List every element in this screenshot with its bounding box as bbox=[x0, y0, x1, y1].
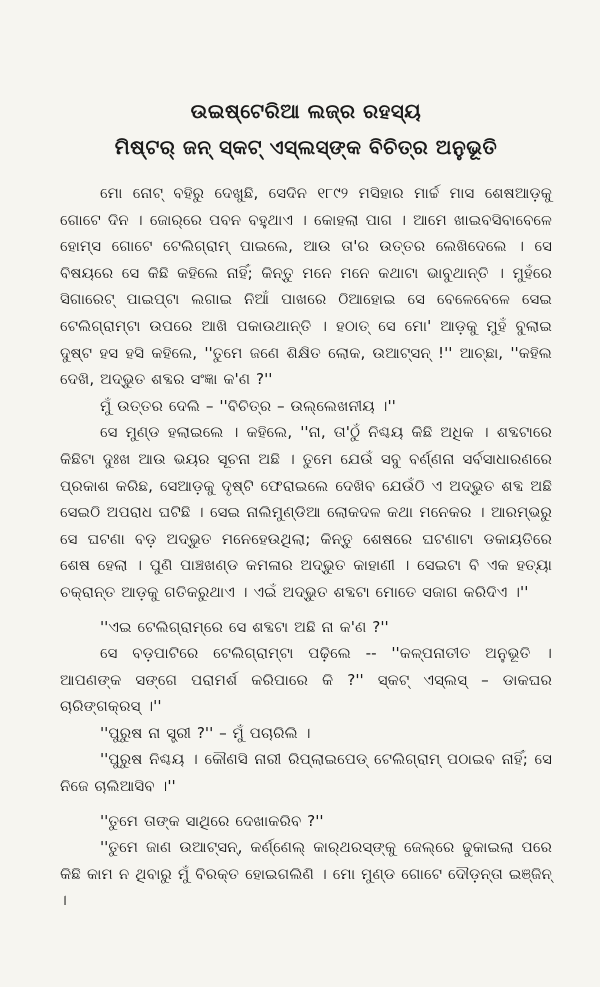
paragraph-9: ''ତୁମେ ଜାଣ ଉଆଟ୍‌ସନ୍, କର୍ଣ୍ଣେଲ୍ କାର୍‌ଥରସ୍‌ଙ୍କୁ ଜେଲ୍‌ରେ ଢୁକାଇଲା ପରେ କିଛି କାମ ନ ଥିବାରୁ ମୁଁ ବିରକ୍ତ ହୋଇଗଲିଣି । ମୋ ମୁଣ୍ଡ ଗୋଟେ ଦୌଡ଼ନ୍ତା ଇଞ୍ଜିନ୍ । bbox=[60, 838, 552, 910]
paragraph-1: ମୋ ନୋଟ୍ ବହିରୁ ଦେଖୁଛି, ସେଦିନ ୧୮୯୨ ମସିହାର ମାର୍ଚ୍ଚ ମାସ ଶେଷଆଡ଼କୁ ଗୋଟେ ଦିନ । ଜୋର୍‌ରେ ପବନ ବହୁଥାଏ । କୋହଲା ପାଗ । ଆମେ ଖାଇବସିବାବେଳେ ହୋମ୍‌ସ ଗୋଟେ ଟେଲିଗ୍ରାମ୍ ପାଇଲେ, ଆଉ ତା'ର ଉତ୍ତର ଲେଖିଦେଲେ । ସେ ବିଷୟରେ ସେ କିଛି କହିଲେ ନାହିଁ; କିନ୍ତୁ ମନେ ମନେ କଥାଟା ଭାବୁଥାନ୍ତି । ମୁହଁରେ ସିଗାରେଟ୍ ପାଇପ୍‌ଟା ଲଗାଇ ନିଆଁ ପାଖରେ ଠିଆହୋଇ ସେ ବେଳେବେଳେ ସେଇ ଟେଲିଗ୍ରାମ୍‌ଟା ଉପରେ ଆଖି ପକାଉଥାନ୍ତି । ହଠାତ୍ ସେ ମୋ' ଆଡ଼କୁ ମୁହଁ ବୁଲାଇ ଦୁଷ୍ଟ ହସ ହସି କହିଲେ, ''ତୁମେ ଜଣେ ଶିକ୍ଷିତ ଲୋକ, ଉଆଟ୍‌ସନ୍ !'' ଆଚ୍ଛା, ''କହିଲ ଦେଖି, ଅଦ୍ଭୁତ ଶବ୍ଦର ସଂଜ୍ଞା କ'ଣ ?'' bbox=[60, 184, 552, 389]
paragraph-8: ''ତୁମେ ତାଙ୍କ ସାଥିରେ ଦେଖାକରିବ ?'' bbox=[100, 811, 324, 830]
paragraph-3: ସେ ମୁଣ୍ଡ ହଲାଇଲେ । କହିଲେ, ''ନା, ତା'ଠୁଁ ନିଶ୍ଚୟ କିଛି ଅଧିକ । ଶବ୍ଦଟାରେ କିଛିଟା ଦୁଃଖ ଆଉ ଭୟର ସୂଚନା ଅଛି । ତୁମେ ଯେଉଁ ସବୁ ବର୍ଣ୍ଣନା ସର୍ବସାଧାରଣରେ ପ୍ରକାଶ କରିଛ, ସେଆଡ଼କୁ ଦୃଷ୍ଟି ଫେରାଇଲେ ଦେଖିବ ଯେଉଁଠି ଏ ଅଦ୍ଭୁତ ଶବ୍ଦ ଅଛି ସେଇଠି ଅପରାଧ ଘଟିଛି । ସେଇ ନାଲିମୁଣ୍ଡିଆ ଲୋକଦଳ କଥା ମନେକର । ଆରମ୍ଭରୁ ସେ ଘଟଣା ବଡ଼ ଅଦ୍ଭୁତ ମନେହେଉଥିଲା; କିନ୍ତୁ ଶେଷରେ ଘଟଣାଟା ଡକାୟତିରେ ଶେଷ ହେଲା । ପୁଣି ପାଞ୍ଚଖଣ୍ଡ କମଳାର ଅଦ୍ଭୁତ କାହାଣୀ । ସେଇଟା ବି ଏକ ହତ୍ୟା ଚକ୍ରାନ୍ତ ଆଡ଼କୁ ଗତିକରୁଥାଏ । ଏଇଁ ଅଦ୍ଭୁତ ଶବ୍ଦଟା ମୋତେ ସଜାଗ କରିଦିଏ ।'' bbox=[60, 423, 552, 601]
page-text bbox=[60, 96, 552, 914]
paragraph-2: ମୁଁ ଉତ୍ତର ଦେଲି – ''ବିଚିତ୍ର – ଉଲ୍ଲେଖନୀୟ ।'' bbox=[100, 396, 396, 415]
chapter-subtitle: ମିଷ୍ଟର୍ ଜନ୍ ସ୍କଟ୍ ଏସ୍‌ଲସ୍‌ଙ୍କ ବିଚିତ୍ର ଅନୁଭୂତି bbox=[114, 135, 498, 159]
paragraph-4: ''ଏଇ ଟେଲିଗ୍ରାମ୍‌ରେ ସେ ଶବ୍ଦଟା ଅଛି ନା କ'ଣ ?'' bbox=[100, 617, 389, 636]
paragraph-7: ''ପୁରୁଷ ନିଶ୍ଚୟ । କୌଣସି ନାରୀ ରିପ୍ଲାଇପେଡ୍ ଟେଲିଗ୍ରାମ୍ ପଠାଇବ ନାହିଁ; ସେ ନିଜେ ଚାଲିଆସିବ ।'' bbox=[60, 750, 552, 796]
chapter-title: ଉଇଷ୍ଟେରିଆ ଲଜ୍‌ର ରହସ୍ୟ bbox=[190, 99, 422, 123]
paragraph-5: ସେ ବଡ଼ପାଟିରେ ଟେଲିଗ୍ରାମ୍‌ଟା ପଢ଼ିଲେ -- ''କଳ୍ପନାତୀତ ଅନୁଭୂତି । ଆପଣଙ୍କ ସଙ୍ଗେ ପରାମର୍ଶ କରିପାରେ କି ?'' ସ୍କଟ୍ ଏସ୍‌ଲସ୍ – ଡାକଘର ଚାରିଙ୍ଗକ୍ରସ୍ ।'' bbox=[60, 644, 552, 716]
paragraph-6: ''ପୁରୁଷ ନା ସ୍ତ୍ରୀ ?'' – ମୁଁ ପଚାରିଲି । bbox=[100, 723, 311, 742]
